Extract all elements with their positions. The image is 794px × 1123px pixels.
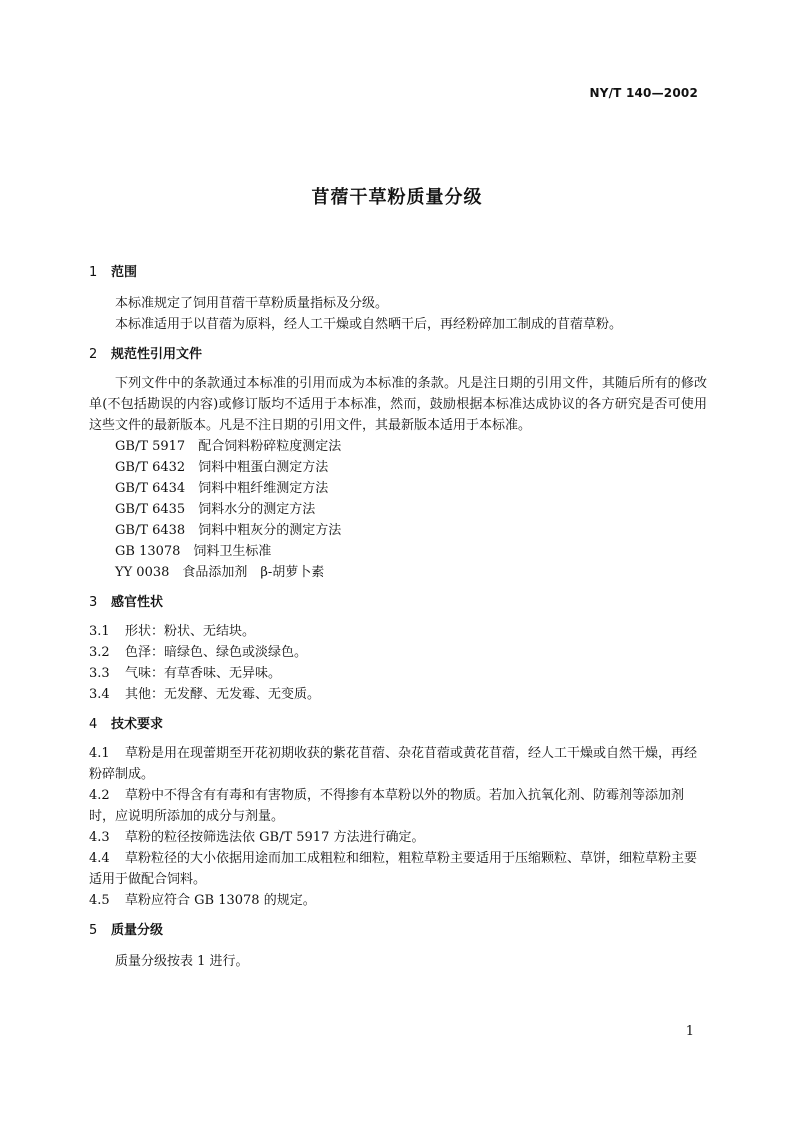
standard-code: NY/T 140—2002 [589,86,698,100]
clause [89,642,707,663]
document-title: 苜蓿干草粉质量分级 [311,187,483,208]
clause [89,743,707,785]
clause-number: 4.4 [89,851,110,866]
section-4-heading [89,714,707,735]
section-3-heading [89,592,707,613]
section-2-heading [89,344,707,365]
section-title: 感官性状 [111,595,164,610]
clause-number: 3.3 [89,666,110,681]
paragraph: 本标准规定了饲用苜蓿干草粉质量指标及分级。 [115,296,389,311]
section-number: 2 [89,347,98,362]
reference-item: GB/T 6435 饲料水分的测定方法 [115,502,316,517]
clause [89,684,707,705]
clause-number: 4.2 [89,788,110,803]
clause [89,621,707,642]
section-number: 5 [89,923,98,938]
reference-item: YY 0038 食品添加剂 β-胡萝卜素 [115,565,325,580]
section-5-heading [89,920,707,941]
clause-text: 形状：粉状、无结块。 [125,624,256,639]
clause-number: 4.3 [89,830,110,845]
section-title: 规范性引用文件 [111,347,203,362]
clause [89,890,707,911]
clause-text: 草粉的粒径按筛选法依 GB/T 5917 方法进行确定。 [125,830,425,845]
section-number: 4 [89,717,98,732]
reference-item: GB/T 6434 饲料中粗纤维测定方法 [115,481,329,496]
clause-number: 3.2 [89,645,110,660]
clause-text: 其他：无发酵、无发霉、无变质。 [125,687,321,702]
clause-text: 草粉粒径的大小依据用途而加工成粗粒和细粒，粗粒草粉主要适用于压缩颗粒、草饼，细粒草粉主要适用于做配合饲料。 [89,851,698,887]
section-title: 范围 [111,265,138,280]
clause-number: 4.5 [89,893,110,908]
clause [89,827,707,848]
reference-item: GB/T 6438 饲料中粗灰分的测定方法 [115,523,342,538]
clause-text: 草粉中不得含有有毒和有害物质，不得掺有本草粉以外的物质。若加入抗氧化剂、防霉剂等添加剂时，应说明所添加的成分与剂量。 [89,788,685,824]
clause-number: 3.4 [89,687,110,702]
paragraph: 下列文件中的条款通过本标准的引用而成为本标准的条款。凡是注日期的引用文件，其随后所有的修改单(不包括勘误的内容)或修订版均不适用于本标准，然而，鼓励根据本标准达成协议的各方研究是否可使用这些文件的最新版本。凡是不注日期的引用文件，其最新版本适用于本标准。 [89,376,707,433]
clause-text: 色泽：暗绿色、绿色或淡绿色。 [125,645,308,660]
clause-text: 草粉应符合 GB 13078 的规定。 [125,893,316,908]
reference-item: GB/T 6432 饲料中粗蛋白测定方法 [115,460,329,475]
document-body [89,262,707,972]
clause [89,785,707,827]
section-title: 技术要求 [111,717,164,732]
section-number: 1 [89,265,98,280]
clause-number: 4.1 [89,746,110,761]
reference-item: GB/T 5917 配合饲料粉碎粒度测定法 [115,439,342,454]
page-number: 1 [685,1024,694,1039]
paragraph: 本标准适用于以苜蓿为原料，经人工干燥或自然晒干后，再经粉碎加工制成的苜蓿草粉。 [115,317,623,332]
section-title: 质量分级 [111,923,164,938]
section-number: 3 [89,595,98,610]
section-1-heading [89,262,707,283]
clause [89,848,707,890]
reference-item: GB 13078 饲料卫生标准 [115,544,272,559]
clause-number: 3.1 [89,624,110,639]
paragraph: 质量分级按表 1 进行。 [115,954,249,969]
clause [89,663,707,684]
clause-text: 气味：有草香味、无异味。 [125,666,282,681]
clause-text: 草粉是用在现蕾期至开花初期收获的紫花苜蓿、杂花苜蓿或黄花苜蓿，经人工干燥或自然干燥，再经粉碎制成。 [89,746,698,782]
